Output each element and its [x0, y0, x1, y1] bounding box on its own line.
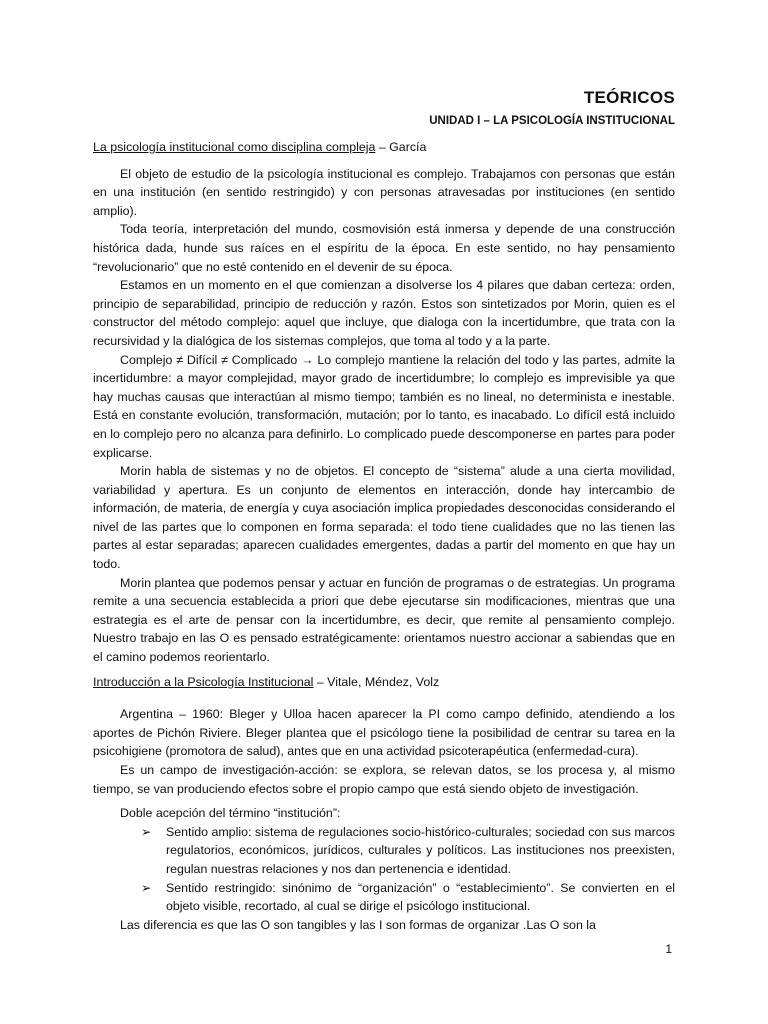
paragraph: El objeto de estudio de la psicología institucional es complejo. Trabajamos con personas que están en una institución (en sentido restringido) y con personas atravesadas por instituciones (en sentido amplio).	[93, 166, 675, 218]
paragraph: Morin plantea que podemos pensar y actuar en función de programas o de estrategias. Un programa remite a una secuencia establecida a priori que debe ejecutarse sin modificaciones, mientras que una estrategia es el arte de pensar con la incertidumbre, es decir, que remite al pensamiento complejo. Nuestro trabajo en las O es pensado estratégicamente: orientamos nuestro accionar a sabiendas que en el camino podemos reorientarlo.	[93, 575, 675, 665]
list-item	[141, 823, 675, 879]
paragraph: Complejo ≠ Difícil ≠ Complicado → Lo complejo mantiene la relación del todo y las partes, admite la incertidumbre: a mayor complejidad, mayor grado de incertidumbre; lo complejo es imprevisible ya que hay muchas causas que interactúan al mismo tiempo; también es no lineal, no determinista e inestable. Está en constante evolución, transformación, mutación; por lo tanto, es inacabado. Lo difícil está incluido en lo complejo pero no alcanza para definirlo. Lo complicado puede descomponerse en partes para poder explicarse.	[93, 352, 675, 460]
section-author-2: – Vitale, Méndez, Volz	[313, 674, 440, 689]
paragraph: Estamos en un momento en el que comienzan a disolverse los 4 pilares que daban certeza: orden, principio de separabilidad, principio de reducción y razón. Estos son sintetizados por Morin, quien es el constructor del método complejo: aquel que incluye, que dialoga con la incertidumbre, que trata con la recursividad y la dialógica de los sistemas complejos, que toma al todo y a la parte.	[93, 278, 675, 348]
list-intro: Doble acepción del término “institución”:	[120, 806, 341, 821]
list-item-text: Sentido restringido: sinónimo de “organización” o “establecimiento”. Se convierten en el objeto visible, recortado, al cual se dirige el psicólogo institucional.	[166, 880, 675, 914]
arrow-right-icon: ➢	[141, 824, 152, 839]
list-item-text: Sentido amplio: sistema de regulaciones socio-histórico-culturales; sociedad con sus marcos regulatorios, económicos, jurídicos, culturales y políticos. Las instituciones nos preexisten, regulan nuestras relaciones y nos dan pertenencia e identidad.	[166, 824, 675, 876]
document-title: TEÓRICOS	[583, 88, 675, 107]
paragraph: Argentina – 1960: Bleger y Ulloa hacen aparecer la PI como campo definido, atendiendo a los aportes de Pichón Riviere. Bleger plantea que el psicólogo tiene la posibilidad de centrar su tarea en la psicohigiene (promotora de salud), antes que en una actividad psicoterapéutica (enfermedad-cura).	[93, 707, 675, 759]
page-number: 1	[665, 942, 672, 956]
section-title-2: Introducción a la Psicología Institucional	[93, 674, 314, 689]
arrow-right-icon: ➢	[141, 880, 152, 895]
paragraph: Es un campo de investigación-acción: se explora, se relevan datos, se los procesa y, al mismo tiempo, se van produciendo efectos sobre el propio campo que está siendo objeto de investigación.	[93, 763, 675, 796]
section-heading-2	[93, 673, 675, 692]
section-heading-1	[93, 138, 675, 157]
paragraph: Toda teoría, interpretación del mundo, cosmovisión está inmersa y depende de una construcción histórica dada, hunde sus raíces en el espíritu de la época. En este sentido, no hay pensamiento “revolucionario” que no esté contenido en el devenir de su época.	[93, 222, 675, 274]
paragraph: Morin habla de sistemas y no de objetos. El concepto de “sistema” alude a una cierta movilidad, variabilidad y apertura. Es un conjunto de elementos en interacción, donde hay intercambio de información, de materia, de energía y cuya asociación implica propiedades desconocidas considerando el nivel de las partes que lo componen en forma separada: el todo tiene cualidades que no las tienen las partes al estar separadas; aparecen cualidades emergentes, dadas a partir del momento en que hay un todo.	[93, 464, 675, 572]
paragraph: Las diferencia es que las O son tangibles y las I son formas de organizar .Las O son la	[120, 917, 596, 932]
document-body	[93, 136, 675, 934]
unit-subtitle: UNIDAD I – LA PSICOLOGÍA INSTITUCIONAL	[429, 115, 675, 127]
list-item	[141, 879, 675, 916]
section-author-1: – García	[375, 140, 427, 154]
bullet-list	[93, 823, 675, 916]
section-title-1: La psicología institucional como disciplina compleja	[93, 140, 376, 154]
